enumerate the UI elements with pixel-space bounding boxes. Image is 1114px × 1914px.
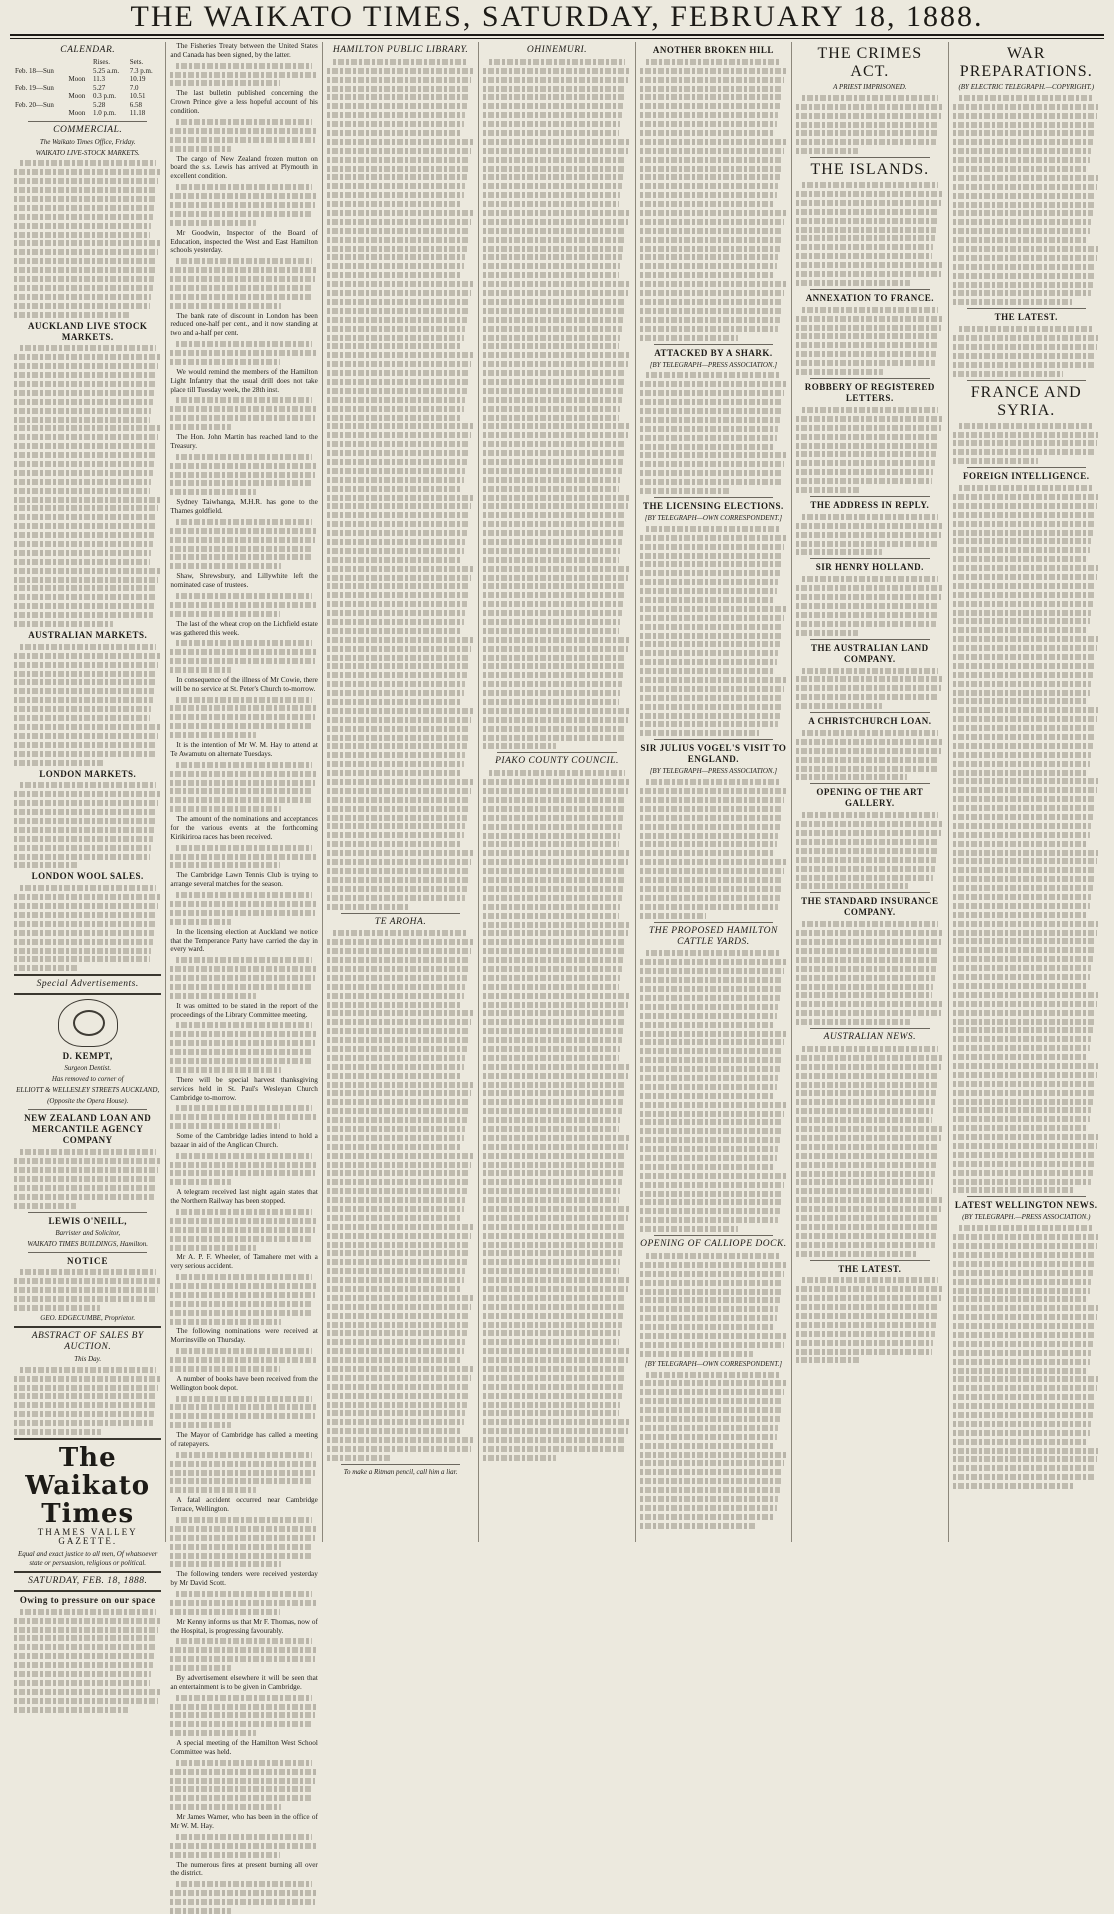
body-text	[953, 95, 1100, 305]
divider	[810, 639, 929, 640]
body-text	[170, 341, 317, 365]
body-text	[170, 1591, 317, 1615]
news-item: The last of the wheat crop on the Lichfield estate was gathered this week.	[170, 619, 318, 637]
abstract-day: This Day.	[74, 1354, 102, 1363]
lewis-address: WAIKATO TIMES BUILDINGS, Hamilton.	[27, 1239, 149, 1248]
latest-heading: THE LATEST.	[838, 1263, 902, 1274]
logo-sub: THAMES VALLEY GAZETTE.	[37, 1527, 138, 1546]
calliope-heading: OPENING OF CALLIOPE DOCK.	[640, 1239, 787, 1250]
licensing-sub: [BY TELEGRAPH—OWN CORRESPONDENT.]	[644, 513, 783, 522]
body-text	[14, 644, 161, 766]
body-text	[170, 1209, 317, 1251]
news-item: The Fisheries Treaty between the United States and Canada has been signed, by the latter.	[170, 42, 318, 59]
divider	[810, 1028, 929, 1029]
news-item: In consequence of the illness of Mr Cowie, there will be no service at St. Peter's Church to-morrow.	[170, 675, 318, 693]
crimes-act-heading: THE CRIMES ACT.	[817, 45, 923, 80]
body-text	[14, 160, 161, 317]
body-text	[170, 519, 317, 569]
body-text	[14, 345, 161, 627]
news-item: There will be special harvest thanksgiving services held in St. Paul's Wesleyan Church Cambridge to-morrow.	[170, 1075, 318, 1102]
divider	[810, 1260, 929, 1261]
divider	[967, 308, 1086, 309]
column-2	[166, 42, 322, 1878]
islands-heading: THE ISLANDS.	[810, 161, 930, 179]
shark-heading: ATTACKED BY A SHARK.	[654, 347, 773, 358]
divider	[654, 1235, 773, 1236]
cattle-yards-heading: THE PROPOSED HAMILTON CATTLE YARDS.	[648, 925, 778, 947]
body-text	[170, 1517, 317, 1567]
body-text	[14, 782, 161, 868]
body-text	[14, 1609, 161, 1713]
body-text	[170, 1834, 317, 1858]
body-text	[640, 950, 787, 1232]
news-item: The numerous fires at present burning all over the district.	[170, 1860, 318, 1878]
body-text	[953, 423, 1100, 465]
vogel-sub: [BY TELEGRAPH—PRESS ASSOCIATION.]	[649, 767, 778, 776]
land-company-heading: THE AUSTRALIAN LAND COMPANY.	[811, 642, 929, 664]
body-text	[14, 1149, 161, 1208]
dental-emblem-icon	[58, 999, 118, 1047]
address-reply-heading: THE ADDRESS IN REPLY.	[810, 499, 930, 510]
divider	[654, 922, 773, 923]
divider	[810, 496, 929, 497]
war-preparations-heading: WAR PREPARATIONS.	[959, 45, 1093, 80]
masthead-rule	[10, 34, 1104, 39]
piako-heading: PIAKO COUNTY COUNCIL.	[495, 756, 619, 767]
divider	[341, 1464, 460, 1465]
dentist-address: ELLIOTT & WELLESLEY STREETS AUCKLAND,	[16, 1086, 160, 1095]
body-text	[14, 1367, 161, 1435]
library-heading: HAMILTON PUBLIC LIBRARY.	[332, 45, 469, 55]
body-text	[640, 1253, 787, 1357]
body-text	[796, 514, 943, 556]
latest-heading-2: THE LATEST.	[994, 312, 1058, 323]
ohinemuri-heading: OHINEMURI.	[526, 45, 588, 55]
body-text	[170, 1105, 317, 1129]
body-text	[170, 397, 317, 430]
news-item: The Hon. John Martin has reached land to the Treasury.	[170, 433, 318, 450]
body-text	[170, 1396, 317, 1429]
australian-news-heading: AUSTRALIAN NEWS.	[823, 1032, 917, 1043]
body-text	[170, 892, 317, 925]
wellington-news-sub: (BY TELEGRAPH.—PRESS ASSOCIATION.)	[962, 1213, 1091, 1222]
body-text	[796, 921, 943, 1025]
christchurch-loan-heading: A CHRISTCHURCH LOAN.	[808, 716, 932, 727]
vogel-heading: SIR JULIUS VOGEL'S VISIT TO ENGLAND.	[640, 743, 787, 765]
lewis-title: Barrister and Solicitor,	[55, 1228, 121, 1237]
body-text	[640, 59, 787, 341]
body-text	[170, 1881, 317, 1914]
news-item: We would remind the members of the Hamilton Light Infantry that the usual drill does not take place till Tuesday week, the 28th inst.	[170, 367, 318, 394]
body-text	[170, 454, 317, 496]
table-row: Feb. 20—Sun 5.28 6.58	[15, 100, 142, 109]
body-text	[170, 1153, 317, 1186]
news-item: In the licensing election at Auckland we notice that the Temperance Party have carried the day in every ward.	[170, 927, 318, 954]
column-6	[792, 42, 948, 1542]
news-item: The bank rate of discount in London has been reduced one-half per cent., and it now standing at two and a-half per cent.	[170, 311, 318, 338]
lewis-name: LEWIS O'NEILL,	[48, 1215, 127, 1226]
notice-heading: NOTICE	[66, 1255, 109, 1266]
owing-heading: Owing to pressure on our space	[19, 1594, 156, 1605]
body-text	[796, 407, 943, 493]
divider	[810, 783, 929, 784]
body-text	[14, 1269, 161, 1311]
divider	[14, 1590, 161, 1592]
body-text	[796, 95, 943, 154]
divider	[14, 974, 161, 976]
news-item: The last bulletin published concerning the Crown Prince give a less hopeful account of his condition.	[170, 89, 318, 116]
news-item: Mr James Warner, who has been in the office of Mr W. M. Hay.	[170, 1813, 318, 1831]
divider	[14, 993, 161, 995]
dateline: SATURDAY, FEB. 18, 1888.	[28, 1575, 148, 1586]
body-text	[640, 372, 787, 494]
body-text	[796, 1046, 943, 1256]
divider	[14, 1326, 161, 1328]
london-wool-heading: LONDON WOOL SALES.	[31, 871, 144, 882]
body-text	[640, 779, 787, 918]
newspaper-logo: The Waikato Times	[25, 1443, 151, 1530]
news-item: Shaw, Shrewsbury, and Lillywhite left the nominated case of trustees.	[170, 572, 318, 590]
body-text	[170, 1638, 317, 1671]
table-row: Moon 11.3 10.19	[68, 75, 146, 83]
notice-sign: GEO. EDGECUMBE, Proprietor.	[40, 1313, 136, 1322]
column-5	[636, 42, 792, 1542]
wellington-news-heading: LATEST WELLINGTON NEWS.	[954, 1200, 1098, 1211]
masthead-title: THE WAIKATO TIMES, SATURDAY, FEBRUARY 18, 1888.	[130, 0, 984, 33]
divider	[967, 467, 1086, 468]
body-text	[953, 485, 1100, 1193]
body-text	[170, 697, 317, 739]
divider	[967, 1196, 1086, 1197]
table-row: Feb. 19—Sun 5.27 7.0	[15, 83, 139, 92]
table-row: Rises. Sets.	[93, 58, 144, 66]
news-item: A number of books have been received from the Wellington book depot.	[170, 1374, 318, 1392]
body-text	[170, 258, 317, 308]
divider	[28, 1212, 147, 1213]
body-text	[796, 307, 943, 375]
news-item: The amount of the nominations and acceptances for the various events at the forthcoming Kirikiriroa races has been received.	[170, 815, 318, 841]
body-text	[327, 930, 474, 1461]
news-item: The cargo of New Zealand frozen mutton on board the s.s. Lewis has arrived at Plymouth in excellent condition.	[170, 154, 318, 181]
france-syria-heading: FRANCE AND SYRIA.	[970, 383, 1082, 419]
news-item: It was omitted to be stated in the report of the proceedings of the Library Committee meeting.	[170, 1001, 318, 1019]
body-text	[796, 1277, 943, 1363]
body-text	[640, 1372, 787, 1529]
insurance-heading: THE STANDARD INSURANCE COMPANY.	[801, 896, 939, 918]
column-4	[479, 42, 635, 1542]
broken-hill-heading: ANOTHER BROKEN HILL	[652, 45, 774, 55]
divider	[810, 712, 929, 713]
body-text	[796, 576, 943, 635]
divider	[28, 1252, 147, 1253]
table-row: Moon 0.3 p.m. 10.51	[68, 92, 146, 100]
news-item: The following tenders were received yesterday by Mr David Scott.	[170, 1570, 318, 1588]
body-text	[483, 59, 630, 750]
divider	[341, 913, 460, 914]
body-text	[170, 640, 317, 673]
divider	[810, 558, 929, 559]
news-item: The Mayor of Cambridge has called a meeting of ratepayers.	[170, 1431, 318, 1449]
body-text	[796, 668, 943, 710]
body-text	[170, 1760, 317, 1810]
news-item: Sydney Taiwhanga, M.H.R. has gone to the Thames goldfield.	[170, 498, 318, 516]
special-heading: Special Advertisements.	[36, 979, 139, 990]
commercial-heading: COMMERCIAL.	[53, 124, 123, 135]
holland-heading: SIR HENRY HOLLAND.	[815, 562, 924, 573]
war-preparations-sub: (BY ELECTRIC TELEGRAPH.—COPYRIGHT.)	[958, 83, 1095, 91]
divider	[654, 739, 773, 740]
news-item: Mr Goodwin, Inspector of the Board of Education, inspected the West and East Hamilton schools yesterday.	[170, 228, 318, 255]
calendar-heading: CALENDAR.	[60, 45, 116, 55]
foreign-intelligence-heading: FOREIGN INTELLIGENCE.	[962, 471, 1090, 482]
divider	[810, 157, 929, 158]
australian-heading: AUSTRALIAN MARKETS.	[28, 630, 148, 641]
body-text	[170, 845, 317, 869]
news-item: Some of the Cambridge ladies intend to hold a bazaar in aid of the Anglican Church.	[170, 1132, 318, 1149]
divider	[14, 1438, 161, 1440]
robbery-heading: ROBBERY OF REGISTERED LETTERS.	[804, 382, 935, 404]
calendar-table	[14, 58, 161, 118]
body-text	[327, 59, 474, 910]
news-item: A telegram received last night again states that the Northern Railway has been stopped.	[170, 1188, 318, 1206]
abstract-heading: ABSTRACT OF SALES BY AUCTION.	[31, 1330, 144, 1352]
london-heading: LONDON MARKETS.	[39, 768, 137, 779]
loan-heading: NEW ZEALAND LOAN AND MERCANTILE AGENCY COMPANY	[24, 1113, 152, 1146]
body-text	[953, 1225, 1100, 1489]
news-item: Mr A. P. F. Wheeler, of Tamahere met with a very serious accident.	[170, 1253, 318, 1271]
footer-line: To make a Ritman pencil, call him a liar.	[343, 1467, 458, 1476]
divider	[654, 344, 773, 345]
news-item: It is the intention of Mr W. M. Hay to attend at Te Awamutu on alternate Tuesdays.	[170, 741, 318, 758]
dentist-address-2: (Opposite the Opera House).	[47, 1097, 129, 1106]
art-gallery-heading: OPENING OF THE ART GALLERY.	[816, 787, 924, 809]
calliope-sub: [BY TELEGRAPH—OWN CORRESPONDENT.]	[644, 1359, 783, 1368]
body-text	[483, 770, 630, 1461]
divider	[28, 121, 147, 122]
body-text	[170, 957, 317, 999]
divider	[14, 1571, 161, 1573]
dentist-name: D. KEMPT,	[62, 1051, 113, 1062]
table-row: Feb. 18—Sun 5.25 a.m. 7.3 p.m.	[15, 66, 153, 75]
news-item: A fatal accident occurred near Cambridge Terrace, Wellington.	[170, 1496, 318, 1514]
body-text	[170, 119, 317, 152]
news-item: By advertisement elsewhere it will be seen that an entertainment is to be given in Cambridge.	[170, 1673, 318, 1691]
divider	[497, 752, 616, 753]
column-7	[949, 42, 1104, 1542]
body-text	[796, 182, 943, 286]
body-text	[170, 1022, 317, 1072]
news-item: Mr Kenny informs us that Mr F. Thomas, now of the Hospital, is progressing favourably.	[170, 1617, 318, 1635]
divider	[810, 892, 929, 893]
news-item: A special meeting of the Hamilton West School Committee was held.	[170, 1739, 318, 1757]
shark-sub: [BY TELEGRAPH—PRESS ASSOCIATION.]	[649, 360, 778, 369]
body-text	[170, 1274, 317, 1324]
columns	[10, 42, 1104, 1878]
crimes-act-sub: A PRIEST IMPRISONED.	[833, 83, 907, 91]
divider	[654, 497, 773, 498]
body-text	[640, 526, 787, 736]
annexation-heading: ANNEXATION TO FRANCE.	[805, 292, 934, 303]
column-3	[323, 42, 479, 1542]
divider	[967, 380, 1086, 381]
dentist-line: Has removed to corner of	[51, 1075, 124, 1084]
divider	[28, 1109, 147, 1110]
body-text	[796, 730, 943, 780]
divider	[810, 378, 929, 379]
column-1	[10, 42, 166, 1605]
body-text	[14, 885, 161, 971]
body-text	[170, 1695, 317, 1737]
te-aroha-heading: TE AROHA.	[374, 916, 427, 927]
body-text	[170, 63, 317, 87]
commercial-sub: The Waikato Times Office, Friday.	[39, 137, 136, 146]
waikato-markets-heading: WAIKATO LIVE-STOCK MARKETS.	[35, 148, 140, 157]
body-text	[170, 184, 317, 226]
body-text	[953, 326, 1100, 376]
body-text	[796, 812, 943, 889]
licensing-heading: THE LICENSING ELECTIONS.	[643, 500, 784, 511]
auckland-heading: AUCKLAND LIVE STOCK MARKETS.	[28, 320, 148, 342]
body-text	[170, 593, 317, 617]
table-row: Moon 1.0 p.m. 11.18	[68, 109, 146, 117]
divider	[810, 289, 929, 290]
logo-motto: Equal and exact justice to all men, Of whatsoever state or persuasion, religious or political.	[18, 1549, 158, 1567]
body-text	[170, 1348, 317, 1372]
body-text	[170, 1452, 317, 1494]
news-item: The Cambridge Lawn Tennis Club is trying to arrange several matches for the season.	[170, 871, 318, 889]
body-text	[170, 762, 317, 812]
dentist-title: Surgeon Dentist.	[64, 1064, 112, 1073]
news-item: The following nominations were received at Morrinsville on Thursday.	[170, 1327, 318, 1345]
